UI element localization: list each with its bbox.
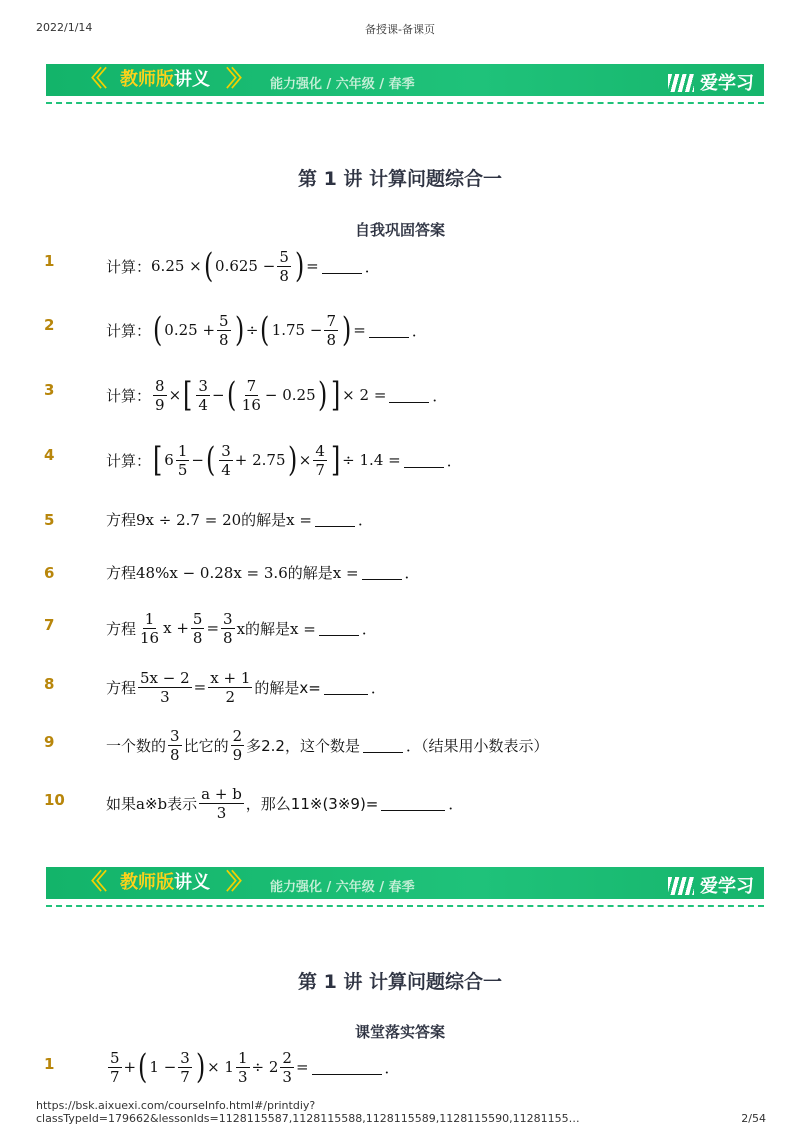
answer-blank (324, 680, 368, 695)
question-number: 10 (44, 791, 65, 809)
print-url: https://bsk.aixuexi.com/courseInfo.html#/printdiy?classTypeId=179662&lessonIds=1128115587,1128115588,1128115589,1128115590,11281155… (36, 1099, 580, 1125)
answer-blank (381, 796, 445, 811)
brand-logo: 爱学习 (668, 872, 754, 898)
lecture-banner (46, 64, 764, 96)
question-9: 一个数的 $\frac{3}{8}$ 比它的 $\frac{2}{9}$ 多2.2，这个数是 ．（结果用小数表示） (106, 726, 549, 764)
edition-badge: 教师版讲义 (120, 872, 210, 893)
answer-blank (312, 1060, 382, 1075)
answer-blank (404, 453, 444, 468)
question-number: 1 (44, 1055, 55, 1073)
page-number: 2/54 (741, 1112, 766, 1125)
question-3: 计算： $\frac{8}{9}$ × [ $\frac{3}{4}$ − ( $\frac{7}{16}$ − 0.25 ) ] × 2 = ． (106, 375, 448, 415)
question-s2-1: $\frac{5}{7}$ + ( 1 − $\frac{3}{7}$ ) × 1 $\frac{1}{3}$ ÷ 2 $\frac{2}{3}$ = ． (110, 1047, 400, 1087)
edition-badge: 教师版讲义 (120, 69, 210, 90)
chevron-left-icon: 〈〈 (80, 870, 102, 895)
print-title: 备授课-备课页 (365, 23, 435, 36)
page-title: 第 1 讲 计算问题综合一 (297, 168, 503, 190)
chevron-right-icon: 〉〉 (226, 870, 248, 895)
brand-icon (668, 74, 694, 92)
breadcrumb: 能力强化 / 六年级 / 春季 (270, 77, 415, 92)
chevron-right-icon: 〉〉 (226, 67, 248, 92)
question-number: 7 (44, 616, 55, 634)
brand-logo: 爱学习 (668, 69, 754, 95)
question-7: 方程 $\frac{1}{16}$ x + $\frac{5}{8}$ = $\frac{3}{8}$ x的解是x = ． (106, 609, 377, 647)
chevron-left-icon: 〈〈 (80, 67, 102, 92)
answer-blank (363, 738, 403, 753)
question-number: 6 (44, 564, 55, 582)
question-number: 4 (44, 446, 55, 464)
question-number: 8 (44, 675, 55, 693)
question-number: 2 (44, 316, 55, 334)
question-10: 如果 a※b表示 $\frac{a + b}{3}$ ，那么11※(3※9)= ． (106, 784, 464, 822)
question-8: 方程 $\frac{5x - 2}{3}$ = $\frac{x + 1}{2}$ 的解是x= ． (106, 668, 386, 706)
answer-blank (369, 323, 409, 338)
question-5: 方程 9x ÷ 2.7 = 20的解是x = ． (106, 511, 373, 529)
question-2: 计算： ( 0.25 + $\frac{5}{8}$ ) ÷ ( 1.75 − $\frac{7}{8}$ ) = ． (106, 310, 427, 350)
question-4: 计算： [ 6 $\frac{1}{5}$ − ( $\frac{3}{4}$ + 2.75 ) × $\frac{4}{7}$ ] ÷ 1.4 = ． (106, 440, 462, 480)
question-number: 5 (44, 511, 55, 529)
breadcrumb: 能力强化 / 六年级 / 春季 (270, 880, 415, 895)
banner-divider (46, 102, 764, 104)
section-subtitle: 课堂落实答案 (354, 1023, 445, 1041)
answer-blank (389, 388, 429, 403)
answer-blank (322, 259, 362, 274)
section-subtitle: 自我巩固答案 (354, 221, 445, 239)
banner-divider (46, 905, 764, 907)
question-6: 方程 48%x − 0.28x = 3.6的解是x = ． (106, 564, 420, 582)
question-number: 9 (44, 733, 55, 751)
brand-icon (668, 877, 694, 895)
question-number: 1 (44, 252, 55, 270)
lecture-banner (46, 867, 764, 899)
question-number: 3 (44, 381, 55, 399)
answer-blank (319, 621, 359, 636)
page-title: 第 1 讲 计算问题综合一 (297, 971, 503, 993)
question-1: 计算： 6.25 × ( 0.625 − $\frac{5}{8}$ ) = ． (106, 246, 380, 286)
print-date: 2022/1/14 (36, 21, 93, 34)
answer-blank (362, 565, 402, 580)
answer-blank (315, 512, 355, 527)
